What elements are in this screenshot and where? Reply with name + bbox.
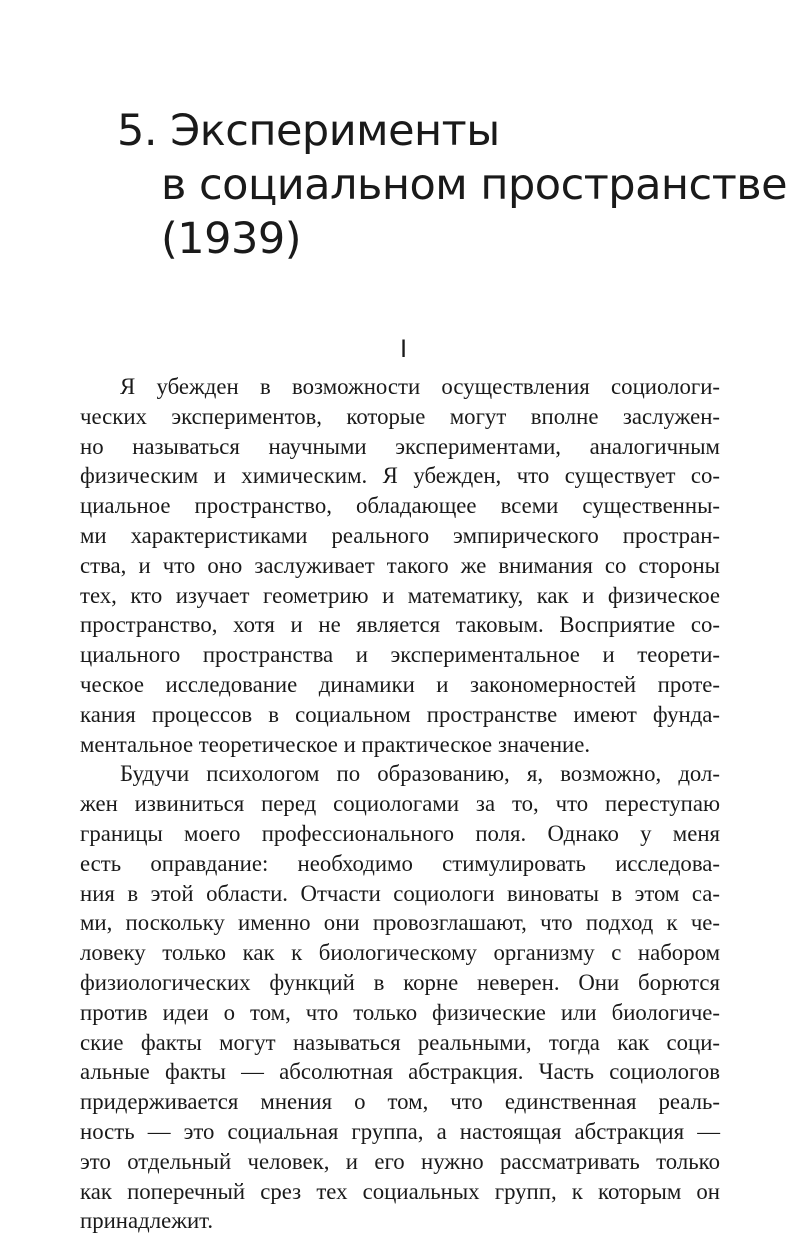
paragraph-1 bbox=[80, 372, 720, 759]
paragraph-2 bbox=[80, 759, 720, 1236]
text-line: кания процессов в социальном пространстве имеют фунда- bbox=[80, 701, 720, 727]
text-line: как поперечный срез тех социальных групп, к которым он bbox=[80, 1178, 720, 1204]
text-line: придерживается мнения о том, что единственная реаль- bbox=[80, 1089, 720, 1115]
text-line: но называться научными экспериментами, аналогичным bbox=[80, 433, 720, 459]
text-line: есть оправдание: необходимо стимулировать исследова- bbox=[80, 850, 720, 876]
text-line: циальное пространство, обладающее всеми существенны- bbox=[80, 493, 720, 519]
text-line: ментальное теоретическое и практическое значение. bbox=[80, 731, 591, 757]
text-line: физическим и химическим. Я убежден, что существует со- bbox=[80, 463, 720, 489]
text-line: принадлежит. bbox=[80, 1208, 214, 1234]
chapter-title-line-2: в социальном пространстве bbox=[161, 160, 788, 210]
text-line: альные факты — абсолютная абстракция. Часть социологов bbox=[80, 1059, 720, 1085]
text-line: жен извиниться перед социологами за то, что переступаю bbox=[80, 791, 720, 817]
text-line: против идеи о том, что только физические или биологиче- bbox=[80, 999, 720, 1025]
text-line: ские факты могут называться реальными, тогда как соци- bbox=[80, 1029, 720, 1055]
text-line: физиологических функций в корне неверен. Они борются bbox=[80, 969, 720, 995]
text-line: ми, поскольку именно они провозглашают, что подход к че- bbox=[80, 910, 720, 936]
section-numeral: I bbox=[399, 335, 408, 363]
chapter-title-line-1: 5. Эксперименты bbox=[117, 106, 500, 156]
text-line: это отдельный человек, и его нужно рассматривать только bbox=[80, 1148, 720, 1174]
chapter-title bbox=[117, 104, 788, 266]
text-line: ния в этой области. Отчасти социологи виноваты в этом са- bbox=[80, 880, 720, 906]
text-line: ческое исследование динамики и закономерностей проте- bbox=[80, 671, 720, 697]
text-line: ческих экспериментов, которые могут вполне заслужен- bbox=[80, 403, 720, 429]
text-line: ловеку только как к биологическому организму с набором bbox=[80, 940, 720, 966]
body-text bbox=[80, 372, 720, 1236]
text-line: ми характеристиками реального эмпирического простран- bbox=[80, 522, 720, 548]
text-line: Я убежден в возможности осуществления социологи- bbox=[120, 374, 720, 399]
text-line: границы моего профессионального поля. Однако у меня bbox=[80, 820, 720, 846]
text-line: пространство, хотя и не является таковым. Восприятие со- bbox=[80, 612, 720, 638]
text-line: Будучи психологом по образованию, я, возможно, дол- bbox=[120, 761, 720, 787]
chapter-title-line-3: (1939) bbox=[161, 214, 301, 264]
text-line: ность — это социальная группа, а настоящая абстракция — bbox=[80, 1118, 720, 1144]
text-line: циального пространства и экспериментальное и теорети- bbox=[80, 642, 720, 668]
text-line: тех, кто изучает геометрию и математику, как и физическое bbox=[80, 582, 720, 608]
text-line: ства, и что оно заслуживает такого же внимания со стороны bbox=[80, 552, 720, 578]
